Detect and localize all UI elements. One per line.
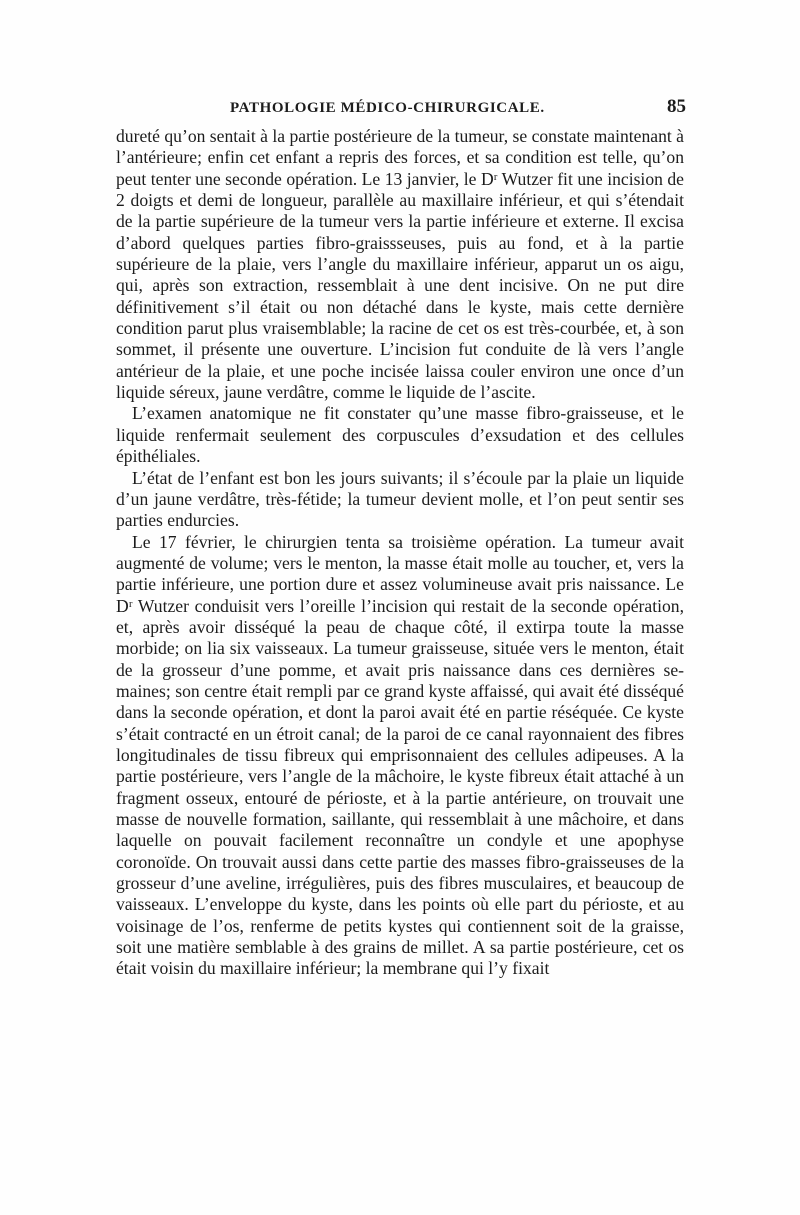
- paragraph-child-condition: L’état de l’enfant est bon les jours suivants; il s’écoule par la plaie un liquide d’un jaune verdâtre, très-fétide; la tumeur devient molle, et l’on peut sentir ses parties endurcies.: [116, 467, 684, 531]
- running-head: [114, 96, 686, 120]
- paragraph-third-operation: Le 17 février, le chirurgien tenta sa troisième opération. La tumeur avait augmenté de volume; vers le menton, la masse était molle au toucher, et, vers la partie inférieure, une portion dure et assez volumineuse avait pris naissance. Le Dʳ Wutzer conduisit vers l’oreille l’incision qui restait de la seconde opération, et, après avoir disséqué la peau de chaque côté, il extirpa toute la masse morbide; on lia six vaisseaux. La tumeur graisseuse, située vers le menton, était de la grosseur d’une pomme, et avait pris naissance dans ces dernières semaines; son centre était rempli par ce grand kyste affaissé, qui avait été disséqué dans la seconde opération, et dont la paroi avait été en partie réséquée. Ce kyste s’était contracté en un étroit canal; de la paroi de ce canal rayonnaient des fibres longitudinales de tissu fibreux qui emprisonnaient des cellules adipeuses. A la partie postérieure, vers l’angle de la mâchoire, le kyste fibreux était attaché à un fragment osseux, entouré de périoste, et à la partie antérieure, on trouvait une masse de nouvelle formation, saillante, qui ressemblait à une mâchoire, et dans laquelle on pouvait facilement reconnaître un condyle et une apophyse coronoïde. On trouvait aussi dans cette partie des masses fibro-graisseuses de la grosseur d’une aveline, irrégulières, puis des fibres musculaires, et beaucoup de vaisseaux. L’enveloppe du kyste, dans les points où elle part du périoste, et au voisinage de l’os, renferme de petits kystes qui contiennent soit de la graisse, soit une matière semblable à des grains de millet. A sa partie postérieure, cet os était voisin du maxillaire inférieur; la membrane qui l’y fixait: [116, 531, 684, 979]
- page-number: 85: [667, 96, 686, 117]
- running-title: PATHOLOGIE MÉDICO-CHIRURGICALE.: [230, 100, 545, 116]
- paragraph-continued: dureté qu’on sentait à la partie postérieure de la tumeur, se constate maintenant à l’antérieure; enfin cet enfant a repris des forces, et sa condition est telle, qu’on peut tenter une seconde opération. Le 13 janvier, le Dʳ Wutzer fit une incision de 2 doigts et demi de longueur, parallèle au maxillaire inférieur, et qui s’étendait de la partie supérieure de la tumeur vers la partie inférieure et externe. Il excisa d’abord quelques parties fibro-graissseuses, puis au fond, et à la partie supérieure de la plaie, vers l’angle du maxillaire inférieur, apparut un os aigu, qui, après son extraction, ressemblait à une dent incisive. On ne put dire définitivement s’il était ou non détaché dans le kyste, mais cette dernière condition parut plus vraisemblable; la racine de cet os est très-courbée, et, à son sommet, il présente une ouverture. L’incision fut conduite de là vers l’angle antérieur de la plaie, et une poche incisée laissa couler environ une once d’un liquide séreux, jaune verdâtre, comme le liquide de l’ascite.: [116, 126, 684, 403]
- body-text: [116, 126, 684, 980]
- paragraph-anatomical-exam: L’examen anatomique ne fit constater qu’une masse fibro-graisseuse, et le liquide renfermait seulement des corpuscules d’exsudation et des cellules épithéliales.: [116, 403, 684, 467]
